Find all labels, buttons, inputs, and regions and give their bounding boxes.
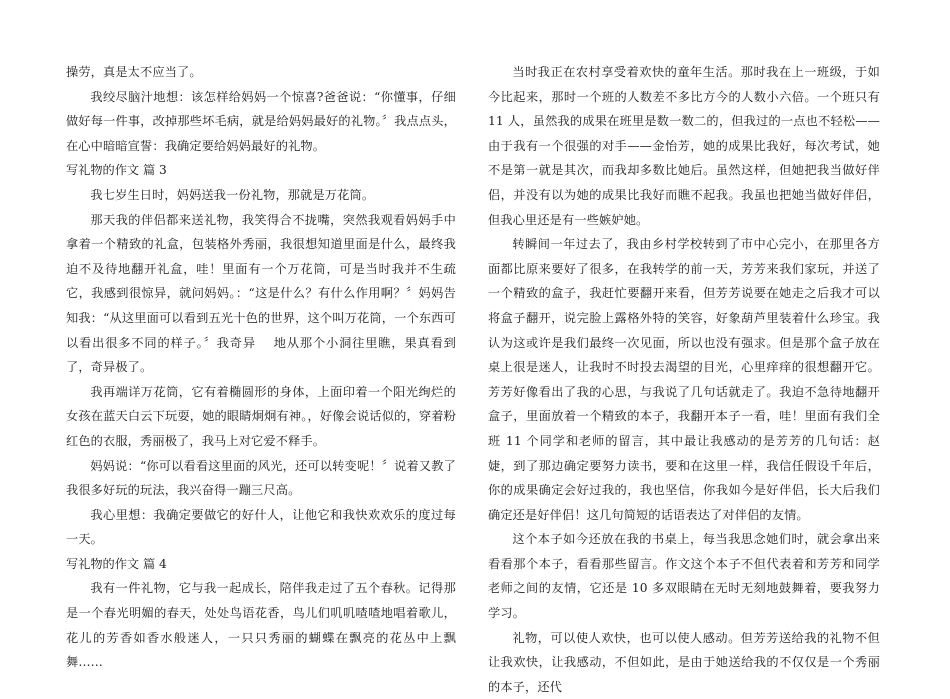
left-column [66,60,456,675]
paragraph: 这个本子如今还放在我的书桌上，每当我思念她们时，就会拿出来看看那个本子，看看那些留言。作文这个本子不但代表着和芳芳和同学老师之间的友情，它还是 10 多双眼睛在无时无刻地鼓舞着，要我努力学习。 [488,532,880,621]
paragraph: 当时我正在农村享受着欢快的童年生活。那时我在上一班级，于如今比起来，那时一个班的人数差不多比方今的人数小六倍。一个班只有 11 人，虽然我的成果在班里是数一数二的，但我过的一点也不轻松——由于我有一个很强的对手——金怡芳，她的成果比我好，每次考试，她不是第一就是其次，而我却多数比她后。虽然这样，但她把我当做好伴侣，并没有以为她的成果比我好而瞧不起我。我虽也把她当做好伴侣，但我心里还是有一些嫉妒她。 [488,65,880,227]
paragraph: 那天我的伴侣都来送礼物，我笑得合不拢嘴，突然我观看妈妈手中拿着一个精致的礼盒，包装格外秀丽，我很想知道里面是什么，最终我迫不及待地翻开礼盒，哇！里面有一个万花筒，可是当时我并不生疏它，我感到很惊异，就问妈妈。：“这是什么？有什么作用啊？〞妈妈告知我：“从这里面可以看到五光十色的世界，这个叫万花筒，一个东西可以看出很多不同的样子。〞我奇异 地从那个小洞往里瞧，果真看到了，奇异极了。 [66,212,456,375]
paragraph: 妈妈说：“你可以看看这里面的风光，还可以转变呢！〞说着又教了我很多好玩的玩法，我兴奋得一蹦三尺高。 [66,458,456,498]
paragraph: 我绞尽脑汁地想：该怎样给妈妈一个惊喜?爸爸说：“你懂事，仔细做好每一件事，改掉那些坏毛病，就是给妈妈最好的礼物。〞我点点头，在心中暗暗宣誓：我确定要给妈妈最好的礼物。 [66,89,456,153]
paragraph: 我再端详万花筒，它有着椭圆形的身体，上面印着一个阳光绚烂的女孩在蓝天白云下玩耍，她的眼睛炯炯有神。，好像会说话似的，穿着粉红色的衣服，秀丽极了，我马上对它爱不释手。 [66,384,456,448]
section-heading: 写礼物的作文 篇 4 [66,556,167,571]
paragraph: 我七岁生日时，妈妈送我一份礼物，那就是万花筒。 [90,187,375,202]
section-heading: 写礼物的作文 篇 3 [66,163,167,178]
paragraph: 我心里想：我确定要做它的好什人，让他它和我快欢欢乐的度过每一天。 [66,507,456,547]
paragraph: 礼物，可以使人欢快，也可以使人感动。但芳芳送给我的礼物不但让我欢快，让我感动，不但如此，是由于她送给我的不仅仅是一个秀丽的本子，还代 [488,630,880,694]
right-column [488,60,880,699]
paragraph: 我有一件礼物，它与我一起成长，陪伴我走过了五个春秋。记得那是一个春光明媚的春天，处处鸟语花香，鸟儿们叽叽喳喳地唱着歌儿，花儿的芳香如香水般迷人，一只只秀丽的蝴蝶在飘亮的花丛中上飘舞…… [66,581,456,670]
paragraph: 操劳，真是太不应当了。 [66,65,202,79]
paragraph: 转瞬间一年过去了，我由乡村学校转到了市中心完小，在那里各方面都比原来要好了很多，在我转学的前一天，芳芳来我们家玩，并送了一个精致的盒子，我赶忙要翻开来看，但芳芳说要在她走之后我才可以将盒子翻开，说完脸上露格外特的笑容，好象葫芦里装着什么珍宝。我认为这或许是我们最终一次见面，所以也没有强求。但是那个盒子放在桌上很是迷人，让我时不时投去渴望的目光，心里痒痒的很想翻开它。芳芳好像看出了我的心思，与我说了几句话就走了。我迫不急待地翻开盒子，里面放着一个精致的本子，我翻开本子一看，哇！里面有我们全班 11 个同学和老师的留言，其中最让我感动的是芳芳的几句话：赵婕，到了那边确定要努力读书，要和在这里一样，我信任假设千年后，你的成果确定会好过我的，我也坚信，你我如今是好伴侣，长大后我们确定还是好伴侣！这几句简短的话语表达了对伴侣的友情。 [488,237,880,522]
